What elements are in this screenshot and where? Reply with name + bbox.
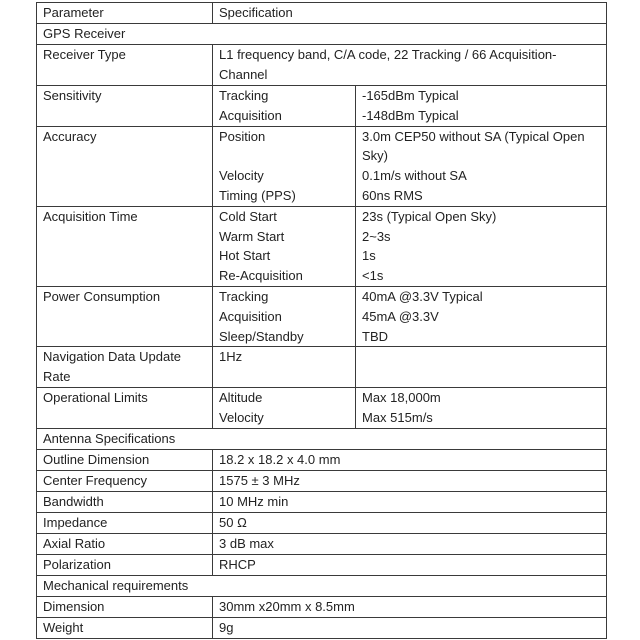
sub-label: Cold Start — [219, 208, 277, 224]
row-label: Polarization — [37, 554, 213, 575]
row-label: Axial Ratio — [37, 533, 213, 554]
table-row-sensitivity — [37, 86, 607, 127]
table-row-impedance — [37, 512, 607, 533]
row-label-operational-limits: Operational Limits — [37, 388, 213, 429]
table-row-center-frequency — [37, 470, 607, 491]
section-row-antenna — [37, 428, 607, 449]
empty-cell — [356, 347, 607, 388]
sub-label: Velocity — [219, 168, 264, 184]
table-row-weight — [37, 617, 607, 638]
sub-label: Re-Acquisition — [219, 268, 303, 284]
row-value: 3 dB max — [213, 533, 607, 554]
sub-value: 23s (Typical Open Sky) — [362, 208, 497, 224]
table-row-polarization — [37, 554, 607, 575]
row-label-receiver-type: Receiver Type — [37, 45, 213, 86]
row-label: Outline Dimension — [37, 449, 213, 470]
table-row-receiver-type — [37, 45, 607, 86]
sub-label-cell — [213, 86, 356, 127]
sub-value: -165dBm Typical — [362, 88, 459, 103]
row-label: Center Frequency — [37, 470, 213, 491]
sub-label: Position — [219, 128, 266, 144]
row-value-navigation-update: 1Hz — [213, 347, 356, 388]
sub-value: Max 18,000m — [362, 390, 441, 406]
sub-value: 40mA @3.3V Typical — [362, 288, 483, 304]
table-row-power-consumption — [37, 286, 607, 346]
sub-label: Hot Start — [219, 248, 271, 264]
row-value: RHCP — [213, 554, 607, 575]
row-value: 50 Ω — [213, 512, 607, 533]
row-value: 10 MHz min — [213, 491, 607, 512]
table-row-bandwidth — [37, 491, 607, 512]
row-value: 9g — [213, 617, 607, 638]
sub-label: Tracking — [219, 88, 269, 103]
row-value: 30mm x20mm x 8.5mm — [213, 596, 607, 617]
section-title-mechanical: Mechanical requirements — [37, 575, 607, 596]
sub-label: Acquisition — [219, 308, 282, 324]
section-title-antenna: Antenna Specifications — [37, 428, 607, 449]
sub-label: Acquisition — [219, 107, 282, 123]
sub-value: TBD — [362, 328, 388, 344]
header-specification: Specification — [213, 3, 607, 24]
row-label: Bandwidth — [37, 491, 213, 512]
sub-label-cell — [213, 286, 356, 346]
sub-value: 0.1m/s without SA — [362, 168, 467, 184]
row-label-sensitivity: Sensitivity — [37, 86, 213, 127]
sub-label: Warm Start — [219, 228, 285, 244]
sub-value-cell — [356, 286, 607, 346]
row-label-acquisition-time: Acquisition Time — [37, 206, 213, 286]
sub-value-cell — [356, 388, 607, 429]
section-row-mechanical — [37, 575, 607, 596]
table-row-navigation-update — [37, 347, 607, 388]
sub-label: Tracking — [219, 288, 269, 304]
section-title-gps: GPS Receiver — [37, 24, 607, 45]
sub-value: 3.0m CEP50 without SA (Typical Open Sky) — [362, 128, 585, 164]
table-header-row — [37, 3, 607, 24]
table-row-dimension — [37, 596, 607, 617]
row-label-power-consumption: Power Consumption — [37, 286, 213, 346]
sub-label-cell — [213, 126, 356, 206]
row-label-navigation-update: Navigation Data Update Rate — [37, 347, 213, 388]
table-row-outline-dimension — [37, 449, 607, 470]
table-row-acquisition-time — [37, 206, 607, 286]
sub-value: 1s — [362, 248, 376, 264]
sub-value: -148dBm Typical — [362, 107, 459, 123]
sub-value-cell — [356, 86, 607, 127]
row-value: 1575 ± 3 MHz — [213, 470, 607, 491]
table-row-accuracy — [37, 126, 607, 206]
sub-value: 45mA @3.3V — [362, 308, 439, 324]
row-value-receiver-type: L1 frequency band, C/A code, 22 Tracking / 66 Acquisition-Channel — [213, 45, 607, 86]
sub-label-cell — [213, 206, 356, 286]
table-row-operational-limits — [37, 388, 607, 429]
sub-label: Timing (PPS) — [219, 187, 296, 203]
row-label: Dimension — [37, 596, 213, 617]
sub-label-cell — [213, 388, 356, 429]
sub-label: Velocity — [219, 410, 264, 426]
sub-value: <1s — [362, 268, 384, 284]
sub-value: 60ns RMS — [362, 187, 423, 203]
section-row-gps — [37, 24, 607, 45]
header-parameter: Parameter — [37, 3, 213, 24]
sub-label: Sleep/Standby — [219, 328, 304, 344]
row-label-accuracy: Accuracy — [37, 126, 213, 206]
row-label: Weight — [37, 617, 213, 638]
sub-value-cell — [356, 206, 607, 286]
table-row-axial-ratio — [37, 533, 607, 554]
sub-value: 2~3s — [362, 228, 391, 244]
sub-value-cell — [356, 126, 607, 206]
specification-table — [36, 2, 607, 639]
row-label: Impedance — [37, 512, 213, 533]
sub-value: Max 515m/s — [362, 410, 433, 426]
sub-label: Altitude — [219, 390, 263, 406]
row-value: 18.2 x 18.2 x 4.0 mm — [213, 449, 607, 470]
